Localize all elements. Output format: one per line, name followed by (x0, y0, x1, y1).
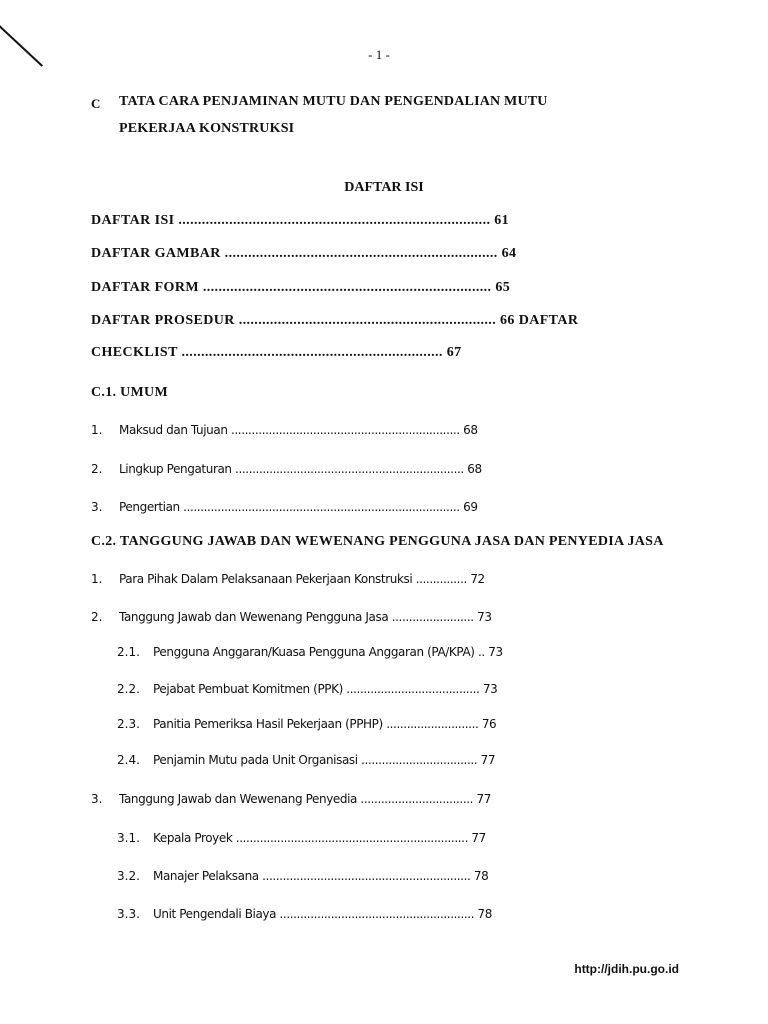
section-letter: C (91, 96, 101, 111)
c1-item-number: 1. (91, 423, 103, 437)
c2-item-number: 1. (91, 572, 103, 586)
c2-item-number: 3. (91, 792, 103, 806)
c2-item-penyedia[interactable]: Tanggung Jawab dan Wewenang Penyedia ................................. 77 (119, 792, 491, 806)
section-title-line2: PEKERJAA KONSTRUKSI (119, 121, 295, 136)
c2-subitem-number: 3.3. (117, 907, 140, 921)
c1-item-number: 2. (91, 462, 103, 476)
c2-item-para-pihak[interactable]: Para Pihak Dalam Pelaksanaan Pekerjaan Konstruksi ............... 72 (119, 572, 485, 586)
c2-subitem-number: 2.4. (117, 753, 140, 767)
footer-url-link[interactable]: http://jdih.pu.go.id (574, 962, 679, 976)
c2-subitem-pa-kpa[interactable]: Pengguna Anggaran/Kuasa Pengguna Anggaran (PA/KPA) .. 73 (153, 645, 503, 659)
toc-entry-daftar-gambar[interactable]: DAFTAR GAMBAR ...................................................................... 64 (91, 246, 517, 261)
c1-heading: C.1. UMUM (91, 385, 168, 400)
section-title-line1: TATA CARA PENJAMINAN MUTU DAN PENGENDALIAN MUTU (119, 94, 548, 109)
c2-item-pengguna-jasa[interactable]: Tanggung Jawab dan Wewenang Pengguna Jasa ........................ 73 (119, 610, 492, 624)
c2-subitem-number: 2.3. (117, 717, 140, 731)
c2-subitem-manajer[interactable]: Manajer Pelaksana ............................................................. 78 (153, 869, 489, 883)
c1-item-maksud[interactable]: Maksud dan Tujuan ................................................................... 68 (119, 423, 478, 437)
c1-item-lingkup[interactable]: Lingkup Pengaturan ................................................................... 68 (119, 462, 482, 476)
c1-item-pengertian[interactable]: Pengertian ................................................................................. 69 (119, 500, 478, 514)
c2-subitem-kepala-proyek[interactable]: Kepala Proyek .................................................................... 77 (153, 831, 486, 845)
c2-heading: C.2. TANGGUNG JAWAB DAN WEWENANG PENGGUNA JASA DAN PENYEDIA JASA (91, 534, 664, 549)
c2-item-number: 2. (91, 610, 103, 624)
toc-entry-daftar-prosedur[interactable]: DAFTAR PROSEDUR .................................................................. 66 DAFTAR (91, 313, 579, 328)
c2-subitem-pengendali-biaya[interactable]: Unit Pengendali Biaya ......................................................... 78 (153, 907, 492, 921)
page-number: - 1 - (368, 47, 390, 62)
c2-subitem-pphp[interactable]: Panitia Pemeriksa Hasil Pekerjaan (PPHP) ........................... 76 (153, 717, 497, 731)
toc-entry-daftar-checklist[interactable]: CHECKLIST ................................................................... 67 (91, 345, 462, 360)
c2-subitem-number: 2.1. (117, 645, 140, 659)
toc-entry-daftar-isi[interactable]: DAFTAR ISI ................................................................................ 61 (91, 213, 510, 228)
c1-item-number: 3. (91, 500, 103, 514)
c2-subitem-ppk[interactable]: Pejabat Pembuat Komitmen (PPK) ....................................... 73 (153, 682, 498, 696)
toc-entry-daftar-form[interactable]: DAFTAR FORM .......................................................................... 65 (91, 280, 511, 295)
c2-subitem-number: 3.2. (117, 869, 140, 883)
c2-subitem-penjamin-mutu[interactable]: Penjamin Mutu pada Unit Organisasi .................................. 77 (153, 753, 496, 767)
c2-subitem-number: 3.1. (117, 831, 140, 845)
c2-subitem-number: 2.2. (117, 682, 140, 696)
toc-title: DAFTAR ISI (344, 180, 424, 195)
